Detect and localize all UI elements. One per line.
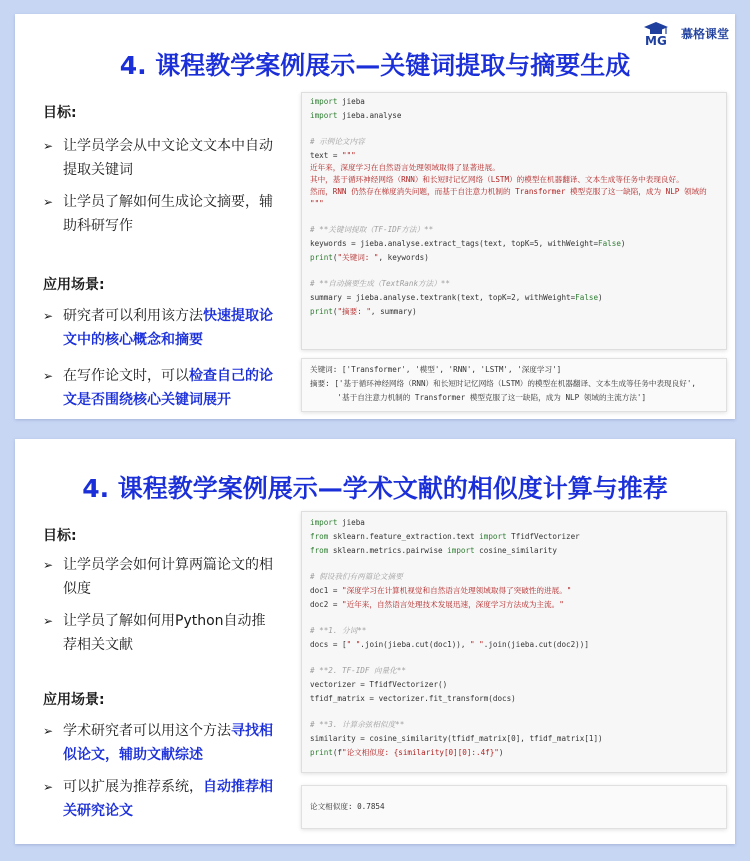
scenario-text [63, 304, 278, 352]
scenario-plain-text: 学术研究者可以用这个方法 [63, 723, 231, 739]
arrow-bullet-icon: ➢ [43, 614, 54, 628]
slide-title: 4. 课程教学案例展示—学术文献的相似度计算与推荐 [82, 474, 668, 503]
slide-keyword-extraction [15, 14, 735, 419]
output-keywords: 关键词: ['Transformer', '模型', 'RNN', 'LSTM', '深度学习'] [310, 365, 562, 374]
goal-text: 让学员学会如何计算两篇论文的相似度 [63, 557, 273, 597]
scenario-item [43, 775, 278, 823]
goal-heading: 目标: [43, 105, 77, 121]
arrow-bullet-icon: ➢ [43, 309, 54, 323]
graduation-cap-logo-icon [642, 20, 678, 46]
scenario-item [43, 304, 278, 352]
output-block [301, 358, 727, 412]
code-block: import jieba import jieba.analyse # 示例论文内容 text = """ 近年来，深度学习在自然语言处理领域取得了显著进展。 其中，基于循环神经网络（RNN）和长短时记忆网络（LSTM）的模型在机器翻译、文本生成等任务中表现良好。 然而，RNN 仍然存在梯度消失问题，而基于自注意力机制的 Transformer 模型克服了这一缺陷，成为 NLP 领域的 """ # **关键词提取（TF-IDF方法）** keywords = jieba.analyse.extract_tags(text, topK=5, withWeight=False) print("关键词: ", keywords) # **自动摘要生成（TextRank方法）** summary = jieba.analyse.textrank(text, topK=2, withWeight=False) print("摘要: ", summary) [301, 92, 727, 350]
scenario-item [43, 364, 278, 412]
scenario-text [63, 775, 278, 823]
scenario-plain-text: 研究者可以利用该方法 [63, 308, 203, 324]
goal-item [43, 190, 278, 238]
code-block: import jieba from sklearn.feature_extraction.text import TfidfVectorizer from sklearn.metrics.pairwise import cosine_similarity # 假设我们有两篇论文摘要 doc1 = "深度学习在计算机视觉和自然语言处理领域取得了突破性的进展。" doc2 = "近年来，自然语言处理技术发展迅速，深度学习方法成为主流。" # **1. 分词** docs = [" ".join(jieba.cut(doc1)), " ".join(jieba.cut(doc2))] # **2. TF-IDF 向量化** vectorizer = TfidfVectorizer() tfidf_matrix = vectorizer.fit_transform(docs) # **3. 计算余弦相似度** similarity = cosine_similarity(tfidf_matrix[0], tfidf_matrix[1]) print(f"论文相似度: {similarity[0][0]:.4f}") [301, 511, 727, 773]
scenario-plain-text: 可以扩展为推荐系统， [63, 779, 203, 795]
goal-text: 让学员了解如何用Python自动推荐相关文献 [63, 613, 266, 653]
arrow-bullet-icon: ➢ [43, 139, 54, 153]
arrow-bullet-icon: ➢ [43, 195, 54, 209]
slide-title: 4. 课程教学案例展示—关键词提取与摘要生成 [119, 51, 631, 80]
scenario-highlight-text: 寻找相似论文，辅助文献综述 [63, 723, 273, 763]
goal-heading: 目标: [43, 528, 77, 544]
slide-similarity-recommendation [15, 439, 735, 844]
scenario-plain-text: 在写作论文时，可以 [63, 368, 189, 384]
goal-item [43, 553, 278, 601]
scenario-highlight-text: 自动推荐相关研究论文 [63, 779, 273, 819]
logo [642, 20, 729, 46]
goal-item [43, 609, 278, 657]
scenario-highlight-text: 快速提取论文中的核心概念和摘要 [63, 308, 273, 348]
arrow-bullet-icon: ➢ [43, 724, 54, 738]
scenario-text [63, 364, 278, 412]
goal-text: 让学员学会从中文论文文本中自动提取关键词 [63, 138, 273, 178]
scenario-text [63, 719, 278, 767]
svg-text:MG: MG [644, 34, 667, 46]
output-summary-cont: '基于自注意力机制的 Transformer 模型克服了这一缺陷，成为 NLP 领域的主流方法'] [310, 393, 647, 402]
arrow-bullet-icon: ➢ [43, 558, 54, 572]
logo-text: 慕格课堂 [680, 26, 729, 41]
output-similarity: 论文相似度: 0.7854 [310, 802, 385, 811]
output-block [301, 785, 727, 829]
arrow-bullet-icon: ➢ [43, 369, 54, 383]
scenario-item [43, 719, 278, 767]
goal-text: 让学员了解如何生成论文摘要，辅助科研写作 [63, 194, 273, 234]
arrow-bullet-icon: ➢ [43, 780, 54, 794]
scenario-highlight-text: 检查自己的论文是否围绕核心关键词展开 [63, 368, 273, 408]
scenario-heading: 应用场景: [43, 277, 105, 293]
scenario-heading: 应用场景: [43, 692, 105, 708]
output-summary: 摘要: ['基于循环神经网络（RNN）和长短时记忆网络（LSTM）的模型在机器翻译、文本生成等任务中表现良好', [310, 379, 696, 388]
goal-item [43, 134, 278, 182]
